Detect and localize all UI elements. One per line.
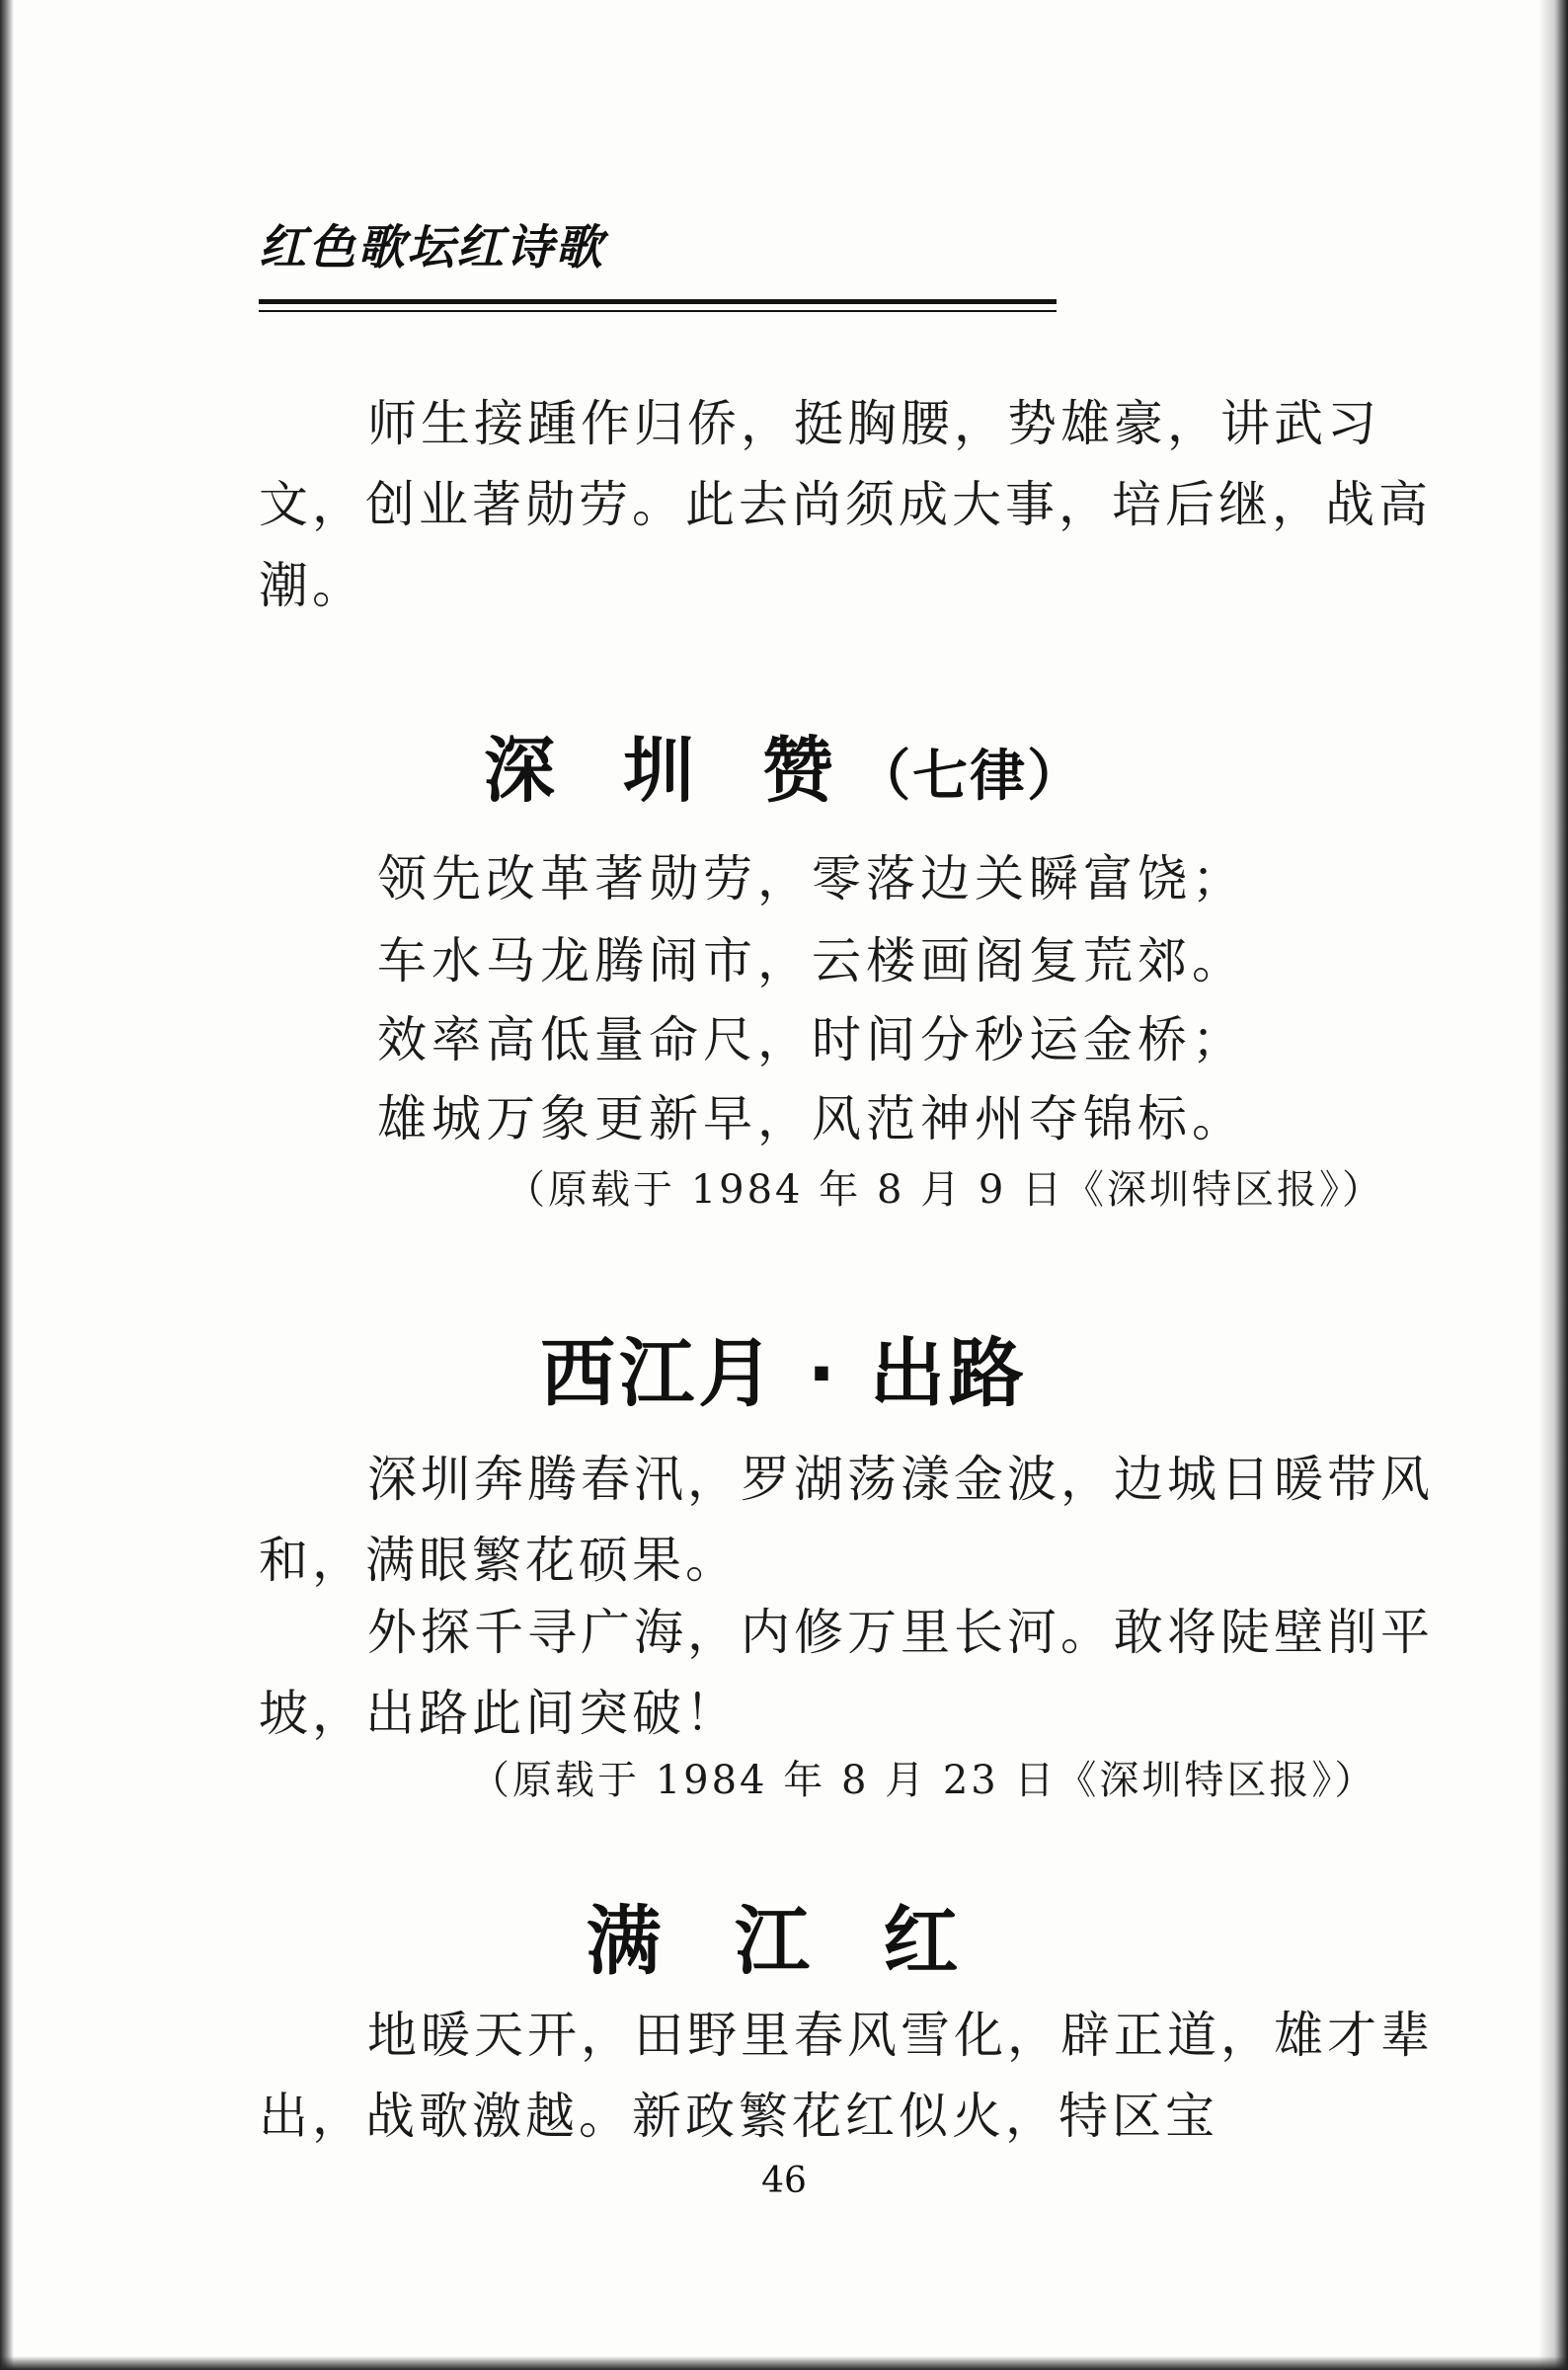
poem-title: 西江月 · 出路 [540, 1329, 1028, 1417]
poem-subtitle: （七律） [855, 745, 1085, 809]
poem-paragraph: 深圳奔腾春汛，罗湖荡漾金波，边城日暖带风和，满眼繁花硕果。 [259, 1451, 1434, 1589]
intro-paragraph: 师生接踵作归侨，挺胸腰，势雄豪，讲武习文，创业著勋劳。此去尚须成大事，培后继，战高潮。 [259, 395, 1432, 614]
page-bottom-shadow [0, 2356, 1568, 2370]
source-note: （原载于 1984 年 8 月 23 日《深圳特区报》） [470, 1758, 1377, 1803]
poem-paragraph: 地暖天开，田野里春风雪化，辟正道，雄才辈出，战歌激越。新政繁花红似火，特区宝 [259, 2007, 1434, 2145]
poem-title-text: 深 圳 赞 [483, 729, 856, 812]
verse-line: 领先改革著勋劳，零落边关瞬富饶； [377, 850, 1246, 908]
page-edge-shadow [1538, 0, 1568, 2370]
verse-line: 效率高低量命尺，时间分秒运金桥； [377, 1011, 1246, 1068]
running-title: 红色歌坛红诗歌 [259, 220, 605, 276]
poem-title: 满 江 红 [586, 1897, 982, 1985]
poem-paragraph: 外探千寻广海，内修万里长河。敢将陡壁削平坡，出路此间突破！ [259, 1604, 1434, 1742]
poem-title [0, 713, 1568, 816]
binding-shadow [0, 0, 14, 2370]
verse-line: 车水马龙腾闹市，云楼画阁复荒郊。 [377, 932, 1246, 989]
verse-line: 雄城万象更新早，风范神州夺锦标。 [377, 1090, 1246, 1147]
source-note: （原载于 1984 年 8 月 9 日《深圳特区报》） [506, 1167, 1384, 1213]
page-number: 46 [761, 2161, 807, 2201]
header-rule-thick [259, 299, 1057, 304]
header-rule-thin [259, 310, 1057, 312]
